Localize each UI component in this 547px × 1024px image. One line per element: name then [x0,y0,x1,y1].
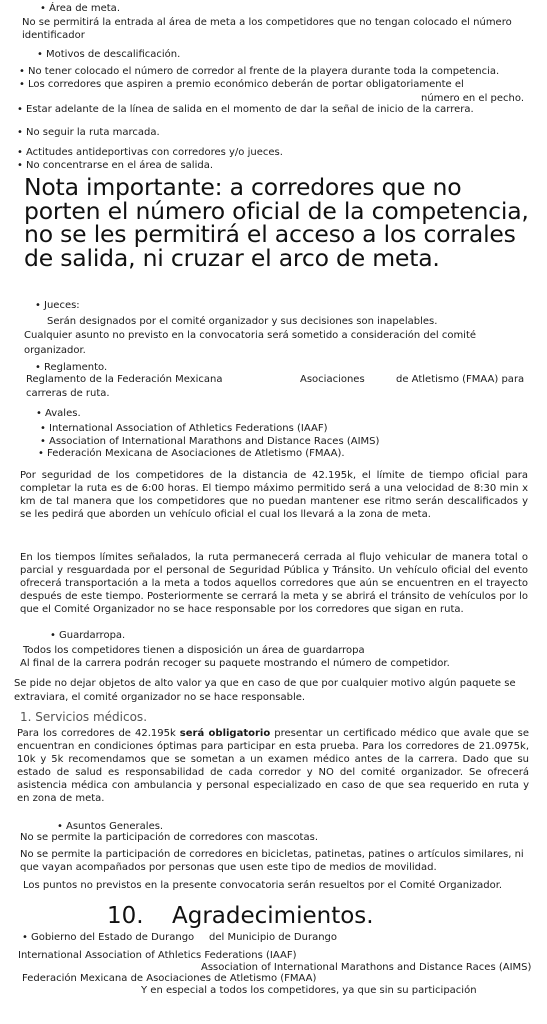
agradecimiento-item: • Gobierno del Estado de Durango [31,932,194,944]
objetos-text: Se pide no dejar objetos de alto valor ya que en caso de que por cualquier motivo algún paquete se [14,678,516,689]
agradecimiento-item: Federación Mexicana de Asociaciones de Atletismo (FMAA) [22,973,317,984]
limite-tiempo-paragraph: Por seguridad de los competidores de la distancia de 42.195k, el límite de tiempo oficial para completar la ruta es de 6:00 horas. El tiempo máximo permitido será a una velocidad de 8:30 min x km de tal manera que los competidores que no puedan mantener ese ritmo serán descalificados y se les pedirá que aborden un vehículo oficial el cual los llevará a la zona de meta. [20,470,528,520]
jueces-text: organizador. [24,345,86,356]
asuntos-text: Los puntos no previstos en la presente convocatoria serán resueltos por el Comité Organizador. [23,880,503,891]
nota-importante: Nota importante: a corredores que no porten el número oficial de la competencia, no se les permitirá el acceso a los corrales de salida, ni cruzar el arco de meta. [24,173,529,272]
aval-item: • Association of International Marathons and Distance Races (AIMS) [49,436,379,448]
tiempos-limite-paragraph: En los tiempos límites señalados, la ruta permanecerá cerrada al flujo vehicular de manera total o parcial y resguardada por el personal de Seguridad Pública y Tránsito. Un vehículo oficial del evento ofrecerá transportación a la meta a todos aquellos corredores que aún se encuentren en el trayecto después de este tiempo. Posteriormente se cerrará la meta y se abrirá el tránsito de vehículos por lo que el Comité Organizador no se hace responsable por los corredores que sigan en ruta. [20,552,528,615]
servicios-text-post: presentar un certificado médico que avale que se encuentran en condiciones óptimas para participar en esta prueba. Para los corredores de 21.0975k, 10k y 5k recomendamos que se sometan a un examen médico antes de la carrera. Dado que su estado de salud es responsabilidad de cada corredor y NO del comité organizador. Se ofrecerá asistencia médica con ambulancia y personal especializado en caso de que sea requerido en ruta y en zona de meta. [17,728,529,804]
reglamento-heading [44,362,107,374]
guardarropa-label: Guardarropa. [59,630,126,641]
motivo-item: • No concentrarse en el área de salida. [26,160,213,172]
motivo-item: • No seguir la ruta marcada. [26,127,160,139]
agradecimientos-title: Agradecimientos. [172,903,374,929]
agradecimiento-item: International Association of Athletics Federations (IAAF) [18,950,297,961]
agradecimientos-number: 10. [107,903,144,929]
jueces-text: Serán designados por el comité organizador y sus decisiones son inapelables. [47,316,438,327]
jueces-text: Cualquier asunto no previsto en la convocatoria será sometido a consideración del comité [24,330,477,341]
aval-item: • International Association of Athletics Federations (IAAF) [49,423,327,435]
reglamento-text-b: Asociaciones [300,374,365,385]
area-meta-text-cont: identificador [22,30,85,41]
area-meta-heading [49,3,120,15]
jueces-heading [44,300,80,312]
servicios-medicos-paragraph [17,727,529,805]
objetos-text: extraviara, el comité organizador no se hace responsable. [14,692,306,703]
agradecimiento-item: Association of International Marathons and Distance Races (AIMS) [201,962,532,973]
agradecimiento-item-b: del Municipio de Durango [209,932,337,943]
reglamento-label: Reglamento. [44,362,108,373]
avales-label: Avales. [45,408,81,419]
motivo-item: • Los corredores que aspiren a premio económico deberán de portar obligatoriamente el [28,79,464,91]
motivo-item: • Actitudes antideportivas con corredores y/o jueces. [26,147,283,159]
asuntos-text: No se permite la participación de corredores con mascotas. [20,832,318,843]
avales-heading [45,408,81,420]
asuntos-text: No se permite la participación de corredores en bicicletas, patinetas, patines o artículos similares, ni [20,849,524,860]
area-meta-label: Área de meta. [49,3,120,14]
reglamento-text-c: de Atletismo (FMAA) para [396,374,525,385]
motivos-label: Motivos de descalificación. [46,49,181,60]
motivo-item-cont: número en el pecho. [421,93,524,104]
asuntos-text: que vayan acompañados por personas que usen este tipo de medios de movilidad. [20,862,437,873]
jueces-label: Jueces: [44,300,80,311]
guardarropa-text: Al final de la carrera podrán recoger su paquete mostrando el número de competidor. [20,658,450,669]
aval-item: • Federación Mexicana de Asociaciones de Atletismo (FMAA). [47,448,345,460]
servicios-medicos-heading: 1. Servicios médicos. [20,710,148,724]
agradecimiento-item: Y en especial a todos los competidores, ya que sin su participación [141,985,477,996]
reglamento-text: carreras de ruta. [26,388,110,399]
servicios-text-bold: será obligatorio [179,728,271,739]
asuntos-label: Asuntos Generales. [66,821,164,832]
motivo-item: • No tener colocado el número de corredor al frente de la playera durante toda la competencia. [28,66,499,78]
reglamento-text-a: Reglamento de la Federación Mexicana [26,374,223,385]
guardarropa-heading [59,630,125,642]
area-meta-text: No se permitirá la entrada al área de meta a los competidores que no tengan colocado el número [22,17,512,28]
motivo-item: • Estar adelante de la línea de salida en el momento de dar la señal de inicio de la carrera. [26,104,474,116]
motivos-heading [46,49,180,61]
guardarropa-text: Todos los competidores tienen a disposición un área de guardarropa [23,645,365,656]
servicios-text-pre: Para los corredores de 42.195k [17,728,180,739]
